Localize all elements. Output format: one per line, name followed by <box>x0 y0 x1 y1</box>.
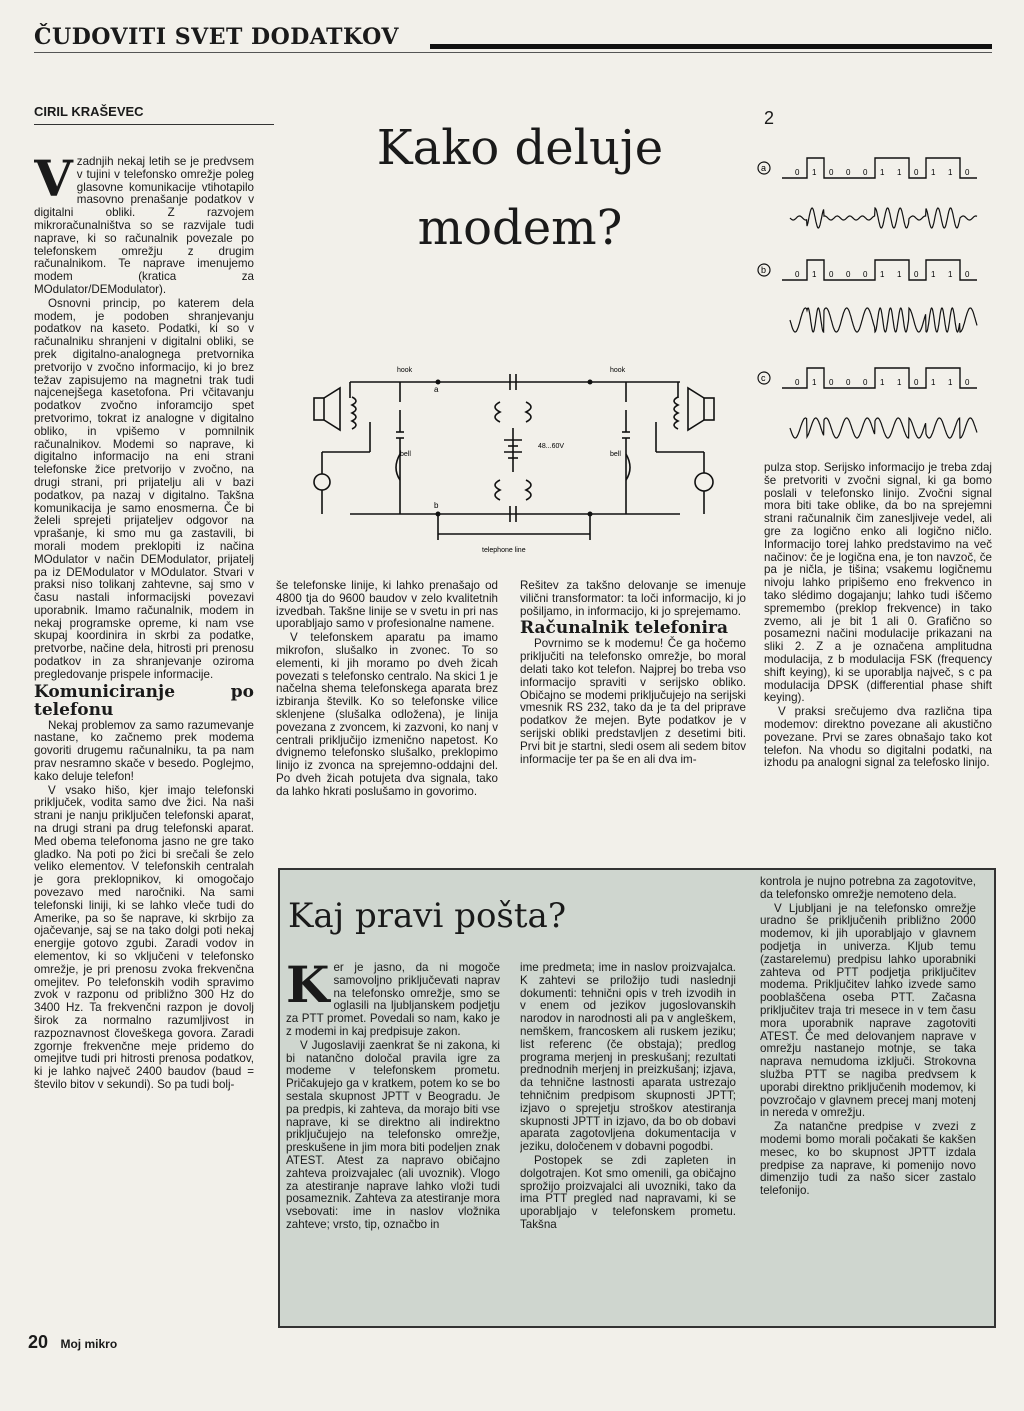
paragraph: Nekaj problemov za samo razumevanje nastane, ko začnemo prek modema govoriti drugemu računalniku, ta pa nam prav nesramno skače v besedo. Poglejmo, kako deluje telefon! <box>34 718 254 783</box>
column-3 <box>520 580 746 866</box>
column-4 <box>764 462 992 862</box>
bell-label-left: bell <box>400 451 411 458</box>
modulated-signal <box>790 418 977 438</box>
page-number: 20 <box>28 1332 49 1352</box>
author-rule <box>34 124 274 125</box>
bit-value: 1 <box>931 168 936 177</box>
bit-value: 1 <box>948 270 953 279</box>
mod-label-b: b <box>761 265 767 275</box>
box-column-3 <box>760 876 976 1316</box>
modulated-signal <box>790 208 977 228</box>
modulation-figure <box>756 150 996 450</box>
paragraph: V Jugoslaviji zaenkrat še ni zakona, ki bi natančno določal pravila igre za modeme v telefonskem prometu. Pričakujejo ga v kratkem, potem ko se bo sestala skupnost JPTT v Beogradu. Je pa predpis, ki zahteva, da morajo biti vse naprave, ki se direktno ali indirektno priključujejo na telefonsko omrežje, preskušene in jim mora biti podeljen znak ATEST. Atest za napravo običajno zahteva proizvajalec (ali uvoznik). Vlogo za atestiranje naprave lahko vloži tudi posameznik. Zahteva za atestiranje mora vsebovati: ime in naslov vložnika zahteve; vrsto, tip, označbo in <box>286 1038 500 1231</box>
bit-value: 1 <box>812 168 817 177</box>
bit-value: 0 <box>914 378 919 387</box>
bit-value: 1 <box>880 378 885 387</box>
voltage-label: 48...60V <box>538 443 565 450</box>
bit-value: 0 <box>965 168 970 177</box>
subheading: Računalnik telefonira <box>520 618 728 639</box>
paragraph: pulza stop. Serijsko informacijo je treba zdaj še pretvoriti v zvočni signal, ki ga bomo poslali v telefonsko linijo. Zvočni signal mora biti take oblike, da bo na sprejemni strani računalnik čim zanesljiveje vedel, ali gre za logično enko ali logično ničlo. Informacijo torej lahko predstavimo na več načinov: če je logična ena, je ton navzoč, če pa je ničla, je tišina; vsakemu logičnemu nivoju lahko pripišemo eno frekvenco in tako slédimo dogajanju; lahko tudi iščemo spremembo (preklop frekvence) in tako zvemo, ali je bit 1 ali 0. Grafično so posamezni načini modulacije prikazani na sliki 2. Z a je označena amplitudna modulacija, z b modulacija FSK (frequency shift keying), ki se uporablja največ, s c pa modulacija DPSK (differential phase shift keying). <box>764 462 992 705</box>
box-drop-cap: K <box>286 962 330 1014</box>
bit-value: 0 <box>863 168 868 177</box>
mod-label-a: a <box>761 163 767 173</box>
modulated-signal <box>790 308 977 332</box>
bit-value: 0 <box>965 270 970 279</box>
paragraph: V telefonskem aparatu pa imamo mikrofon, slušalko in zvonec. To so elementi, ki jih moramo po dveh žicah povezati s telefonsko centralo. Na skici 1 je načelna shema telefonskega aparata brez izbiranja številk. Ko so telefonske vilice sklenjene (slušalka odložena), je linija povezana z zvoncem, ki zazvoni, ko nanj v centrali priključijo izmenično napetost. Ko dvignemo telefonsko slušalko, preklopimo linijo iz zvonca na sprejemno-oddajni del. Po dveh žicah potujeta dva signala, tako da lahko hkrati poslušamo in govorimo. <box>276 631 498 798</box>
paragraph: V vsako hišo, kjer imajo telefonski priključek, vodita samo dve žici. Na naši strani je nanju priključen telefonski aparat, na drugi strani pa drug telefonski aparat. Med obema telefonoma jasno ne gre tako gladko. Na poti po žici bi srečali še zelo veliko elementov. V telefonskih centralah je gora preklopnikov, ki omogočajo povezavo med naročniki. Na sami telefonski liniji, ki se lahko vleče tudi do Amerike, pa so še naprave, ki skrbijo za ojačevanje, saj se na tako dolgi poti nekaj energije gotovo zgubi. Zaradi vodov in elementov, ki so vključeni v telefonsko omrežje, je pri prenosu zvoka frekvenčna omejitev. Po telefonskih vodih spravimo zvok v razponu od približno 300 Hz do 3400 Hz. Ta frekvenčni razpon je dovolj širok za normalno razumljivost in razpoznavnost človeškega govora. Zaradi zgornje frekvenčne meje pridemo do omejitve tudi pri hitrosti prenosa podatkov, ki je lahko največ 2400 baudov (baud = število bitov v sekundi). So pa tudi bolj- <box>34 783 254 1091</box>
bit-value: 0 <box>795 270 800 279</box>
bit-value: 0 <box>795 378 800 387</box>
paragraph: Osnovni princip, po katerem dela modem, je podoben shranjevanju podatkov na kaseto. Podatki, ki so v računalniku shranjeni v digitalni obliki, se prek digitalno-analognega pretvornika pretvorijo v zvočno informacijo, ki jo brez težav zapisujemo na magnetni trak tudi najcenejšega kasetofona. Pri včitavanju podatkov zvočno inforamcijo spet pretvorimo, tokrat iz analogne v digitalno obliko, in vpišemo v pomnilnik računalnikov. Modemi so naprave, ki digitalno informacijo na eni strani telefonske žice pretvorijo v zvočno, na drugi strani, pri prijatelju ali v bazi podatkov, pa nazaj v digitalno. Takšna komunikacija je samo enosmerna. Če bi želeli sprejeti prijateljev odgovor na vprašanje, ki smo mu ga zastavili, bi morali modem preklopiti iz načina MOdulator v način DEModulator, prijatelj pa iz DEModulator v MOdulator. Stvari v praksi niso tolikanj zahtevne, saj smo v času nastali informacijski povezavi uporabnik. Imamo računalnik, modem in nekaj programske opreme, ki nam vse skupaj koordinira in skrbi za podatke, pretvorbe, načine dela, hitrosti pri prenosu podatkov in za shranjevanje oziroma pregledovanje prispele informacije. <box>34 296 254 681</box>
intro-paragraph: Vzadnjih nekaj letih se je predvsem v tujini v telefonsko omrežje poleg glasovne komunikacije vtihotapilo masovno prenašanje podatkov v digitalni obliki. Z razvojem mikroračunalništva so se razvijale tudi naprave, ki so računalnik povezale po telefonskem omrežju z drugim računalnikom. Te naprave imenujemo modem (kratica za MOdulator/DEModulator). <box>34 156 254 296</box>
header-thin-rule <box>34 52 992 53</box>
paragraph: še telefonske linije, ki lahko prenašajo od 4800 tja do 9600 baudov v zelo kvalitetnih izvedbah. Takšne linije se v svetu in pri nas uporabljajo samo v profesionalne namene. <box>276 580 498 631</box>
subheading: Komuniciranje po telefonu <box>34 681 254 720</box>
magazine-name: Moj mikro <box>60 1337 118 1351</box>
bit-value: 0 <box>829 270 834 279</box>
bit-value: 0 <box>846 270 851 279</box>
bit-value: 1 <box>931 378 936 387</box>
bit-value: 0 <box>863 378 868 387</box>
section-header: ČUDOVITI SVET DODATKOV <box>34 24 399 50</box>
bit-value: 0 <box>829 378 834 387</box>
page-footer <box>28 1332 117 1353</box>
box-title: Kaj pravi pošta? <box>288 896 567 936</box>
bell-label-right: bell <box>610 451 621 458</box>
header-rule <box>430 44 992 49</box>
bit-value: 1 <box>948 168 953 177</box>
bit-value: 0 <box>965 378 970 387</box>
box-column-2 <box>520 962 736 1318</box>
paragraph: Postopek se zdi zapleten in dolgotrajen. Kot smo omenili, ga običajno sprožijo proizvajalci ali uvozniki, tako da ima PTT pregled nad napravami, ki se uporabljajo v telefonskem prometu. Takšna <box>520 1153 736 1231</box>
telephone-circuit-figure <box>300 362 730 558</box>
column-2 <box>276 580 498 866</box>
bit-value: 0 <box>795 168 800 177</box>
bit-value: 1 <box>812 270 817 279</box>
paragraph: Rešitev za takšno delovanje se imenuje vilični transformator: ta loči informacijo, ki jo pošiljamo, in informacijo, ki jo sprejemamo. <box>520 580 746 618</box>
node-a-label: a <box>434 385 439 394</box>
bit-value: 0 <box>914 270 919 279</box>
bit-value: 1 <box>931 270 936 279</box>
bit-value: 1 <box>812 378 817 387</box>
paragraph: V praksi srečujemo dva različna tipa modemov: direktno povezane ali akustično povezane. Prvi se zares obnašajo tako kot telefon. Na vhodu so digitalni podatki, na izhodu pa analogni signal za telefosko linijo. <box>764 705 992 770</box>
paragraph: Povrnimo se k modemu! Če ga hočemo priključiti na telefonsko omrežje, bo moral delati tako kot telefon. Najprej bo treba vso informacijo spraviti v serijsko obliko. Običajno se modemi priključujejo na serijski vmesnik RS 232, tako da je ta del priprave podatkov že mejen. Byte podatkov je v serijski obliki predstavljen z desetimi biti. Prvi bit je startni, sledi osem ali sedem bitov informacije ter pa še en ali dva im- <box>520 637 746 766</box>
paragraph: V Ljubljani je na telefonsko omrežje uradno še priključenih približno 2000 modemov, ki jih uporabljajo v glavnem podjetja in univerza. Kljub temu (zastarelemu) predpisu lahko uporabniki zahteva od PTT podjetja priključitev modema. Priključitev lahko izvede samo pooblaščena oseba PTT. Začasna priključitev traja tri mesece in v tem času mora uporabnik naprave zagotoviti ATEST. Če med delovanjem naprave v omrežju nastanejo motnje, se taka naprava nemudoma izključi. Strokovna služba PTT se nagiba predvsem k uporabi direktno priključenih modemov, ki povzročajo v glavnem precej manj motenj in nereda v omrežju. <box>760 901 976 1120</box>
bit-value: 0 <box>863 270 868 279</box>
column-1 <box>34 156 254 1326</box>
bit-value: 1 <box>897 378 902 387</box>
drop-cap: V <box>34 156 73 208</box>
node-b-label: b <box>434 501 439 510</box>
telephone-line-label: telephone line <box>482 547 526 554</box>
box-intro: Ker je jasno, da ni mogoče samovoljno priključevati naprav na telefonsko omrežje, smo se oglasili na ljubljanskem podjetju za PTT promet. Povedali so nam, kako je z modemi in kaj predpisuje zakon. <box>286 962 500 1038</box>
paragraph: kontrola je nujno potrebna za zagotovitve, da telefonsko omrežje nemoteno dela. <box>760 876 976 901</box>
bit-value: 1 <box>897 168 902 177</box>
author: CIRIL KRAŠEVEC <box>34 104 144 119</box>
bit-value: 0 <box>829 168 834 177</box>
bit-value: 1 <box>897 270 902 279</box>
hook-label-left: hook <box>397 367 413 374</box>
figure-number: 2 <box>764 108 775 128</box>
box-column-1 <box>286 962 500 1318</box>
mod-label-c: c <box>761 373 766 383</box>
article-title: Kako deluje modem? <box>376 120 664 256</box>
paragraph: Za natančne predpise v zvezi z modemi bomo morali počakati še kakšen mesec, ko bo skupnost JPTT izdala predpise za naprave, ki pomenijo novo dimenzijo tudi za našo sicer zastalo telefonijo. <box>760 1120 976 1198</box>
hook-label-right: hook <box>610 367 626 374</box>
paragraph: ime predmeta; ime in naslov proizvajalca. K zahtevi se priložijo tudi naslednji dokumenti: tehnični opis v treh izvodih in v enem od jezikov jugoslovanskih narodov in narodnosti ali pa v angleškem, nemškem, francoskem ali ruskem jeziku; list referenc (če obstaja); predlog programa merjenj in preskušanj; rezultati prednodnih merjenj in preizkušanj; izjava, da tehnične lastnosti aparata ustrezajo tehničnim predpisom skupnosti JPTT; izjavo o sprejetju stroškov atestiranja skupnosti JPTT in izjavo, da bo ob dobavi aparata zagotovljena dokumentacija v jeziku, določenem v dobavni pogodbi. <box>520 962 736 1154</box>
bit-value: 1 <box>880 168 885 177</box>
bit-value: 1 <box>948 378 953 387</box>
bit-value: 0 <box>914 168 919 177</box>
bit-value: 1 <box>880 270 885 279</box>
bit-value: 0 <box>846 168 851 177</box>
bit-value: 0 <box>846 378 851 387</box>
